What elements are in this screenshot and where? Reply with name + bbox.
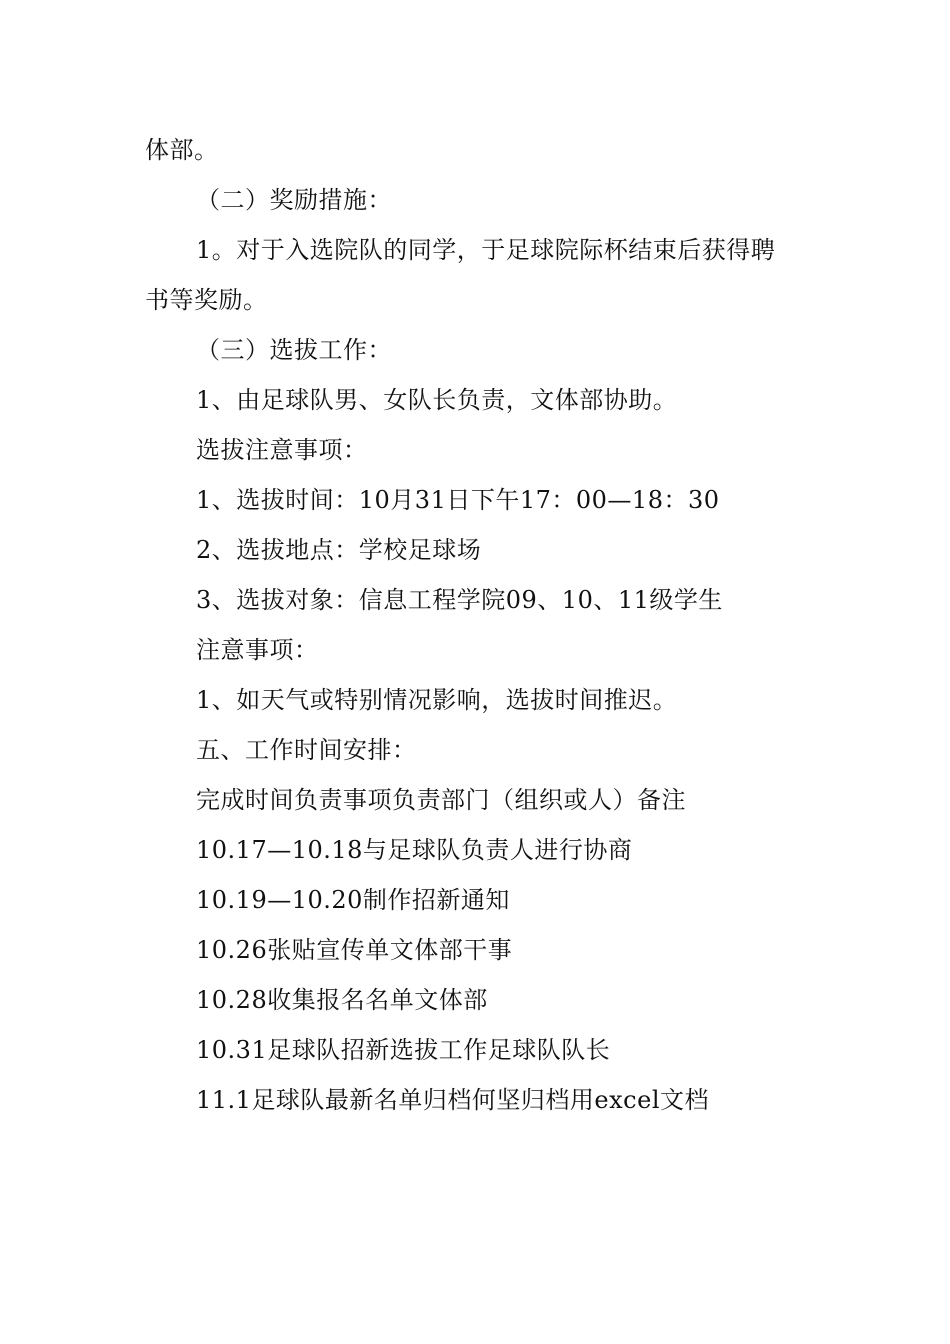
section-heading-selection: （三）选拔工作：: [196, 336, 392, 364]
text-line-12: 1、如天气或特别情况影响，选拔时间推迟。: [196, 686, 678, 714]
subheading-notes: 注意事项：: [196, 636, 319, 664]
schedule-row: 10.28收集报名名单文体部: [196, 986, 488, 1014]
text-line-3: 1。对于入选院队的同学，于足球院际杯结束后获得聘: [196, 236, 776, 264]
schedule-row: 10.31足球队招新选拔工作足球队队长: [196, 1036, 611, 1064]
subheading-selection-notes: 选拔注意事项：: [196, 436, 368, 464]
section-heading-rewards: （二）奖励措施：: [196, 186, 392, 214]
schedule-row: 11.1足球队最新名单归档何坚归档用excel文档: [196, 1086, 709, 1114]
text-line-10: 3、选拔对象：信息工程学院09、10、11级学生: [196, 586, 723, 614]
text-line-1: 体部。: [145, 136, 219, 164]
schedule-header-row: 完成时间负责事项负责部门（组织或人）备注: [196, 786, 686, 814]
schedule-row: 10.17—10.18与足球队负责人进行协商: [196, 836, 633, 864]
text-line-6: 1、由足球队男、女队长负责，文体部协助。: [196, 386, 678, 414]
schedule-row: 10.26张贴宣传单文体部干事: [196, 936, 513, 964]
text-line-4: 书等奖励。: [145, 286, 268, 314]
schedule-row: 10.19—10.20制作招新通知: [196, 886, 510, 914]
text-line-8: 1、选拔时间：10月31日下午17：00—18：30: [196, 486, 720, 514]
text-line-9: 2、选拔地点：学校足球场: [196, 536, 482, 564]
section-heading-schedule: 五、工作时间安排：: [196, 736, 417, 764]
